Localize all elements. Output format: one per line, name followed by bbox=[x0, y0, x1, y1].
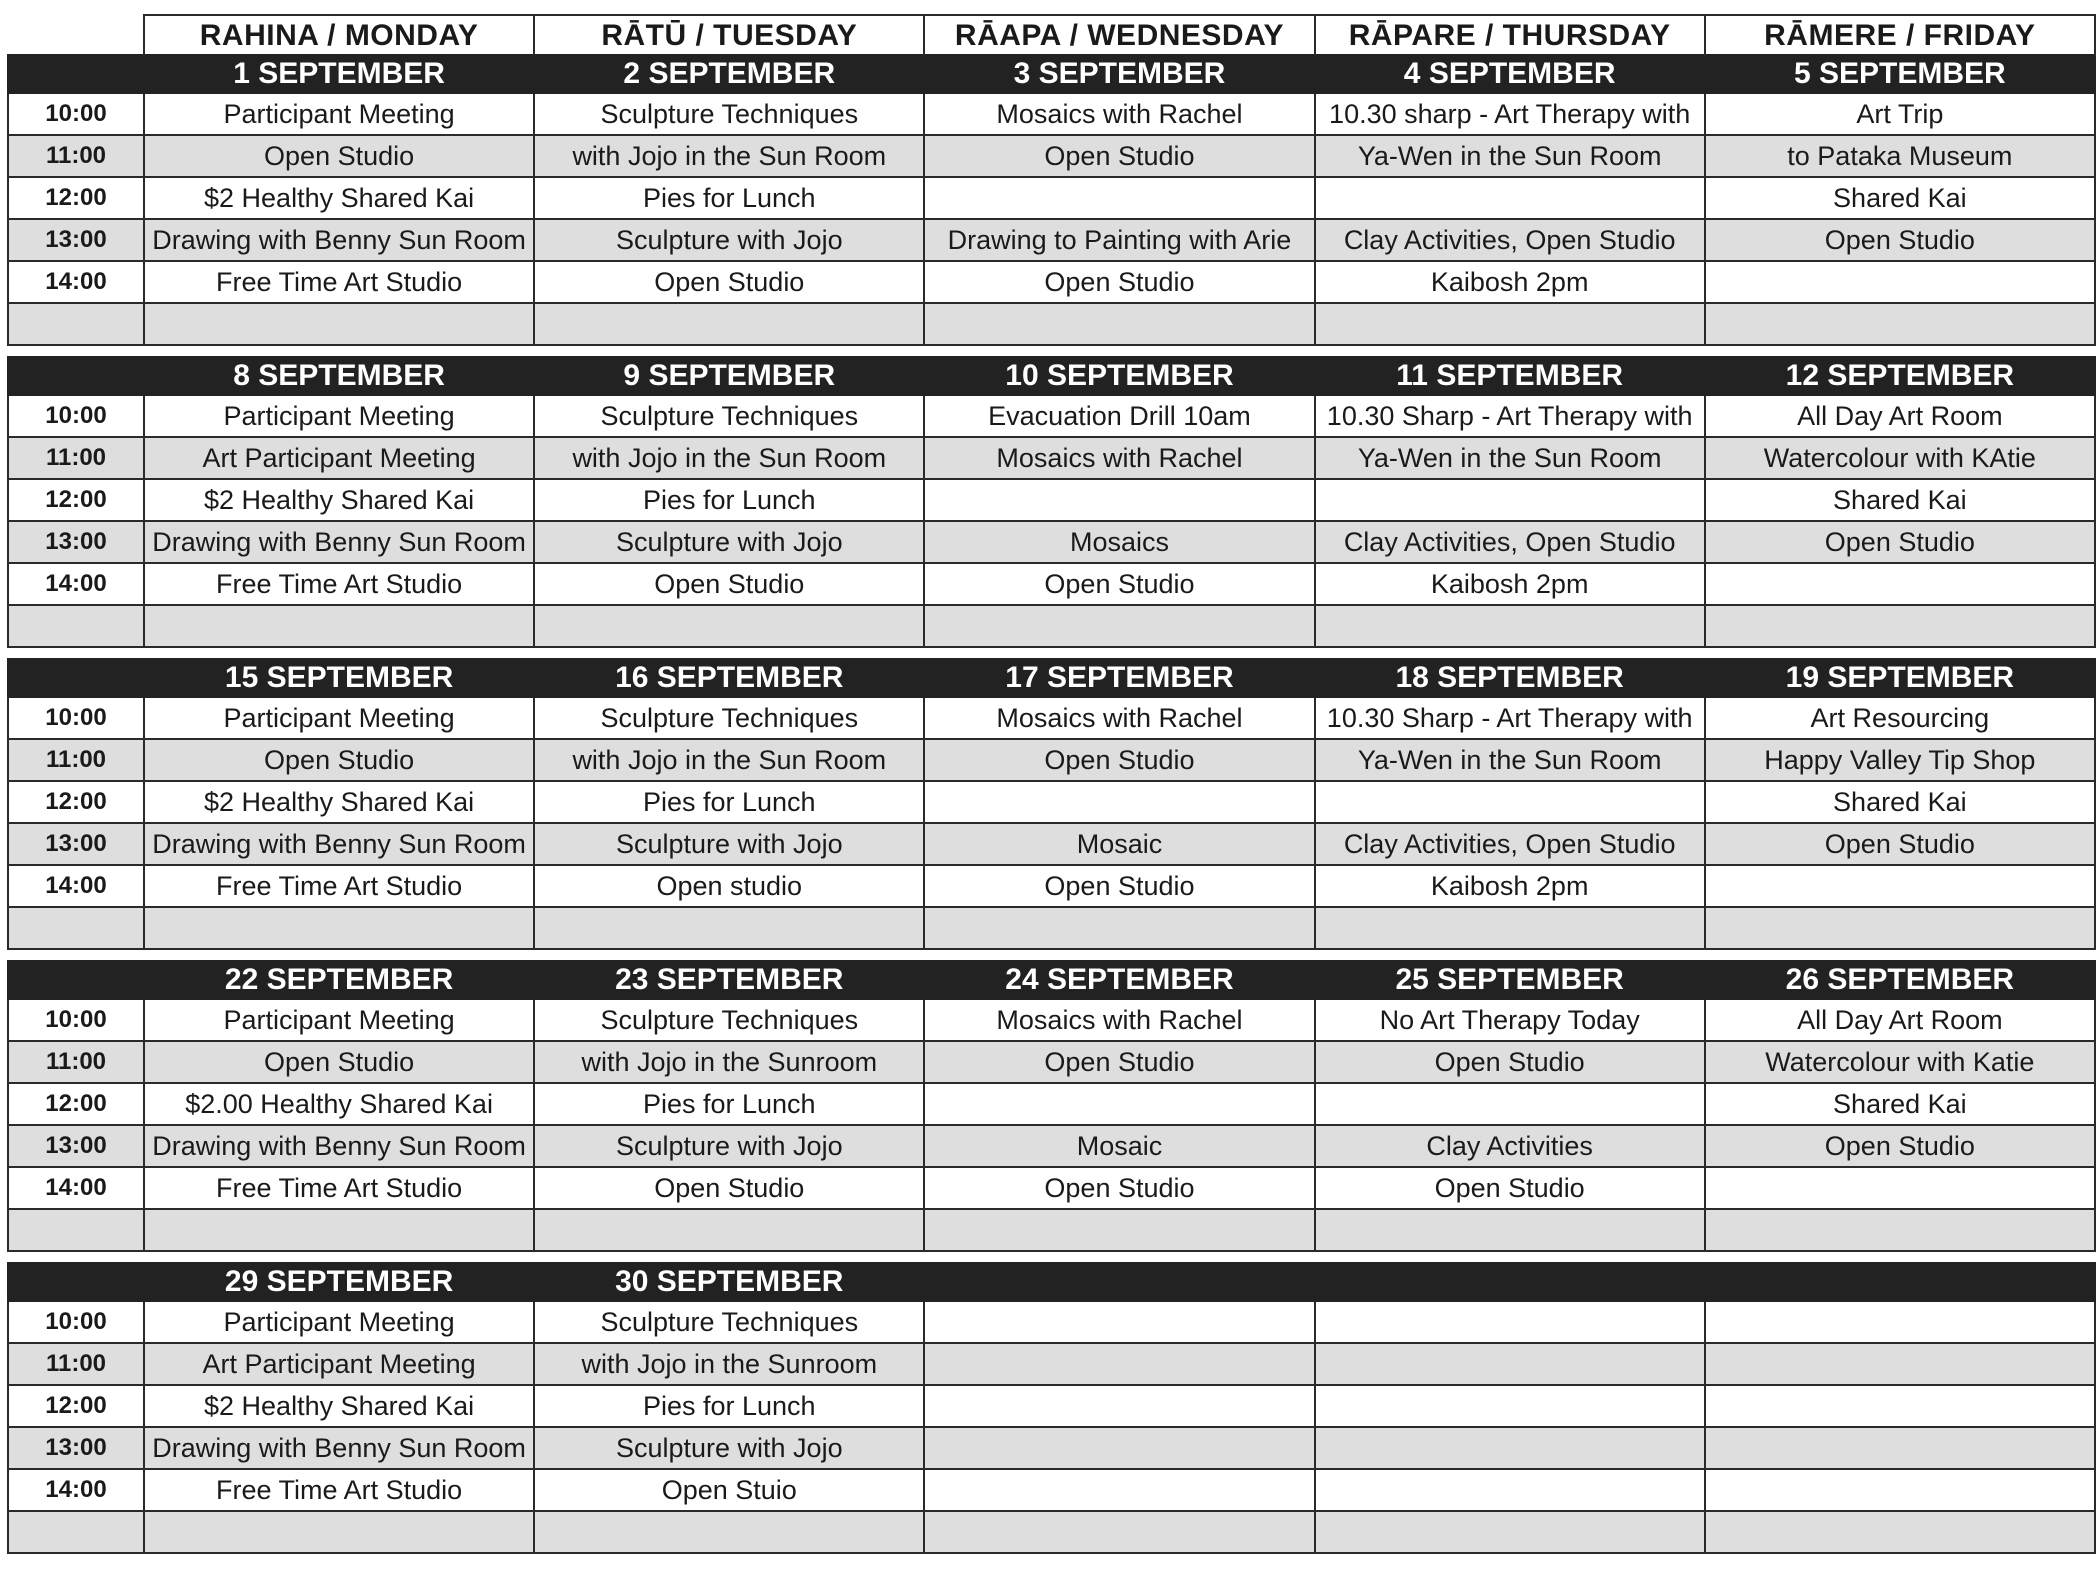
time-slot-row bbox=[8, 177, 2095, 219]
activity-cell: No Art Therapy Today bbox=[1315, 999, 1705, 1041]
activity-cell bbox=[1705, 865, 2095, 907]
activity-cell: with Jojo in the Sun Room bbox=[534, 739, 924, 781]
activity-cell: Open Studio bbox=[534, 1167, 924, 1209]
blank-cell bbox=[144, 605, 534, 647]
activity-cell: Participant Meeting bbox=[144, 93, 534, 135]
week-date-row bbox=[8, 357, 2095, 395]
activity-cell bbox=[924, 177, 1314, 219]
activity-cell: Shared Kai bbox=[1705, 781, 2095, 823]
time-slot-row bbox=[8, 1343, 2095, 1385]
time-slot-row bbox=[8, 697, 2095, 739]
blank-cell bbox=[924, 907, 1314, 949]
week-date-row bbox=[8, 659, 2095, 697]
activity-cell bbox=[924, 479, 1314, 521]
activity-cell: Participant Meeting bbox=[144, 697, 534, 739]
activity-cell bbox=[1705, 1343, 2095, 1385]
date-row-corner bbox=[8, 357, 144, 395]
activity-cell: Participant Meeting bbox=[144, 999, 534, 1041]
blank-row bbox=[8, 303, 2095, 345]
timetable-body bbox=[8, 55, 2095, 1553]
activity-cell: Free Time Art Studio bbox=[144, 1167, 534, 1209]
activity-cell: Open Studio bbox=[1315, 1041, 1705, 1083]
activity-cell bbox=[1315, 1083, 1705, 1125]
activity-cell: Clay Activities, Open Studio bbox=[1315, 219, 1705, 261]
activity-cell: Pies for Lunch bbox=[534, 781, 924, 823]
activity-cell: to Pataka Museum bbox=[1705, 135, 2095, 177]
time-slot-row bbox=[8, 135, 2095, 177]
time-slot-row bbox=[8, 739, 2095, 781]
activity-cell: Open Studio bbox=[924, 1167, 1314, 1209]
activity-cell: Happy Valley Tip Shop bbox=[1705, 739, 2095, 781]
time-slot-row bbox=[8, 521, 2095, 563]
timetable bbox=[7, 14, 2096, 1554]
activity-cell bbox=[924, 781, 1314, 823]
time-slot-row bbox=[8, 395, 2095, 437]
activity-cell: Ya-Wen in the Sun Room bbox=[1315, 437, 1705, 479]
date-heading: 17 SEPTEMBER bbox=[924, 659, 1314, 697]
activity-cell: Art Participant Meeting bbox=[144, 437, 534, 479]
activity-cell: Open Studio bbox=[924, 261, 1314, 303]
time-label: 10:00 bbox=[8, 697, 144, 739]
activity-cell bbox=[1315, 781, 1705, 823]
activity-cell: with Jojo in the Sunroom bbox=[534, 1041, 924, 1083]
activity-cell: Art Resourcing bbox=[1705, 697, 2095, 739]
activity-cell: Open Studio bbox=[924, 563, 1314, 605]
activity-cell: Free Time Art Studio bbox=[144, 563, 534, 605]
week-date-row bbox=[8, 961, 2095, 999]
activity-cell bbox=[1315, 1343, 1705, 1385]
blank-cell bbox=[1315, 1209, 1705, 1251]
activity-cell: Evacuation Drill 10am bbox=[924, 395, 1314, 437]
time-label: 14:00 bbox=[8, 261, 144, 303]
activity-cell bbox=[1705, 1301, 2095, 1343]
activity-cell: Ya-Wen in the Sun Room bbox=[1315, 135, 1705, 177]
date-heading: 3 SEPTEMBER bbox=[924, 55, 1314, 93]
activity-cell: Drawing with Benny Sun Room bbox=[144, 1427, 534, 1469]
week-date-row bbox=[8, 1263, 2095, 1301]
time-slot-row bbox=[8, 823, 2095, 865]
time-label: 14:00 bbox=[8, 563, 144, 605]
date-heading: 10 SEPTEMBER bbox=[924, 357, 1314, 395]
activity-cell: Open Studio bbox=[924, 739, 1314, 781]
time-label: 13:00 bbox=[8, 1427, 144, 1469]
activity-cell: with Jojo in the Sun Room bbox=[534, 135, 924, 177]
time-slot-row bbox=[8, 93, 2095, 135]
time-label: 12:00 bbox=[8, 177, 144, 219]
activity-cell: Pies for Lunch bbox=[534, 1083, 924, 1125]
date-heading: 11 SEPTEMBER bbox=[1315, 357, 1705, 395]
date-heading: 26 SEPTEMBER bbox=[1705, 961, 2095, 999]
blank-cell bbox=[144, 907, 534, 949]
week-gap bbox=[8, 345, 2095, 357]
activity-cell: Drawing with Benny Sun Room bbox=[144, 521, 534, 563]
activity-cell: Mosaics with Rachel bbox=[924, 437, 1314, 479]
blank-cell bbox=[1705, 907, 2095, 949]
time-label: 14:00 bbox=[8, 865, 144, 907]
date-heading bbox=[924, 1263, 1314, 1301]
blank-cell bbox=[534, 907, 924, 949]
weekday-heading-thursday: RĀPARE / THURSDAY bbox=[1315, 15, 1705, 55]
time-slot-row bbox=[8, 261, 2095, 303]
blank-cell bbox=[924, 1511, 1314, 1553]
activity-cell: Clay Activities, Open Studio bbox=[1315, 521, 1705, 563]
blank-cell bbox=[8, 1209, 144, 1251]
time-label: 10:00 bbox=[8, 1301, 144, 1343]
date-row-corner bbox=[8, 961, 144, 999]
activity-cell: Open Studio bbox=[144, 1041, 534, 1083]
activity-cell: Clay Activities, Open Studio bbox=[1315, 823, 1705, 865]
blank-cell bbox=[1315, 1511, 1705, 1553]
date-heading: 25 SEPTEMBER bbox=[1315, 961, 1705, 999]
activity-cell: All Day Art Room bbox=[1705, 999, 2095, 1041]
blank-cell bbox=[1315, 303, 1705, 345]
date-heading: 18 SEPTEMBER bbox=[1315, 659, 1705, 697]
time-slot-row bbox=[8, 1427, 2095, 1469]
activity-cell: Free Time Art Studio bbox=[144, 261, 534, 303]
activity-cell: Open Studio bbox=[144, 135, 534, 177]
activity-cell: with Jojo in the Sunroom bbox=[534, 1343, 924, 1385]
blank-cell bbox=[534, 605, 924, 647]
date-heading: 30 SEPTEMBER bbox=[534, 1263, 924, 1301]
date-row-corner bbox=[8, 659, 144, 697]
date-row-corner bbox=[8, 55, 144, 93]
blank-cell bbox=[144, 1209, 534, 1251]
time-label: 14:00 bbox=[8, 1167, 144, 1209]
blank-cell bbox=[144, 303, 534, 345]
week-gap bbox=[8, 1251, 2095, 1263]
activity-cell: Shared Kai bbox=[1705, 479, 2095, 521]
date-heading: 8 SEPTEMBER bbox=[144, 357, 534, 395]
weekday-heading-wednesday: RĀAPA / WEDNESDAY bbox=[924, 15, 1314, 55]
activity-cell: Open Studio bbox=[1705, 219, 2095, 261]
activity-cell: Mosaics with Rachel bbox=[924, 697, 1314, 739]
activity-cell: Participant Meeting bbox=[144, 1301, 534, 1343]
activity-cell: Sculpture Techniques bbox=[534, 93, 924, 135]
activity-cell bbox=[1315, 1301, 1705, 1343]
activity-cell: Pies for Lunch bbox=[534, 1385, 924, 1427]
activity-cell: Sculpture Techniques bbox=[534, 1301, 924, 1343]
activity-cell: Drawing to Painting with Arie bbox=[924, 219, 1314, 261]
activity-cell bbox=[1315, 177, 1705, 219]
date-heading: 5 SEPTEMBER bbox=[1705, 55, 2095, 93]
activity-cell: 10.30 Sharp - Art Therapy with bbox=[1315, 395, 1705, 437]
activity-cell: Drawing with Benny Sun Room bbox=[144, 823, 534, 865]
activity-cell: Open Studio bbox=[924, 865, 1314, 907]
activity-cell: Shared Kai bbox=[1705, 177, 2095, 219]
activity-cell: Open Stuio bbox=[534, 1469, 924, 1511]
activity-cell: Mosaic bbox=[924, 1125, 1314, 1167]
activity-cell: Open Studio bbox=[534, 261, 924, 303]
weekday-heading-tuesday: RĀTŪ / TUESDAY bbox=[534, 15, 924, 55]
activity-cell bbox=[1315, 1469, 1705, 1511]
date-heading: 9 SEPTEMBER bbox=[534, 357, 924, 395]
time-label: 14:00 bbox=[8, 1469, 144, 1511]
timetable-wrap bbox=[7, 14, 2094, 1554]
blank-cell bbox=[1705, 303, 2095, 345]
activity-cell bbox=[1705, 563, 2095, 605]
activity-cell: Art Trip bbox=[1705, 93, 2095, 135]
date-heading bbox=[1705, 1263, 2095, 1301]
blank-cell bbox=[1705, 1511, 2095, 1553]
activity-cell bbox=[1315, 479, 1705, 521]
time-label: 11:00 bbox=[8, 1041, 144, 1083]
activity-cell: Open Studio bbox=[1705, 823, 2095, 865]
time-slot-row bbox=[8, 781, 2095, 823]
activity-cell bbox=[924, 1343, 1314, 1385]
time-label: 10:00 bbox=[8, 999, 144, 1041]
activity-cell: $2 Healthy Shared Kai bbox=[144, 781, 534, 823]
activity-cell: Open Studio bbox=[534, 563, 924, 605]
blank-cell bbox=[1315, 605, 1705, 647]
activity-cell: Open Studio bbox=[144, 739, 534, 781]
activity-cell: Open Studio bbox=[1315, 1167, 1705, 1209]
time-label: 12:00 bbox=[8, 1385, 144, 1427]
activity-cell bbox=[1315, 1385, 1705, 1427]
blank-cell bbox=[534, 1209, 924, 1251]
time-slot-row bbox=[8, 1385, 2095, 1427]
time-slot-row bbox=[8, 999, 2095, 1041]
date-row-corner bbox=[8, 1263, 144, 1301]
activity-cell: Art Participant Meeting bbox=[144, 1343, 534, 1385]
blank-row bbox=[8, 1511, 2095, 1553]
blank-cell bbox=[1705, 1209, 2095, 1251]
activity-cell: $2 Healthy Shared Kai bbox=[144, 177, 534, 219]
week-gap-cell bbox=[8, 647, 2095, 659]
activity-cell bbox=[924, 1427, 1314, 1469]
time-slot-row bbox=[8, 1125, 2095, 1167]
time-label: 11:00 bbox=[8, 1343, 144, 1385]
time-slot-row bbox=[8, 1083, 2095, 1125]
activity-cell: Mosaic bbox=[924, 823, 1314, 865]
activity-cell: Open Studio bbox=[924, 1041, 1314, 1083]
activity-cell: Drawing with Benny Sun Room bbox=[144, 1125, 534, 1167]
activity-cell: Kaibosh 2pm bbox=[1315, 261, 1705, 303]
weekday-heading-monday: RAHINA / MONDAY bbox=[144, 15, 534, 55]
activity-cell: Sculpture with Jojo bbox=[534, 219, 924, 261]
blank-row bbox=[8, 1209, 2095, 1251]
activity-cell: $2 Healthy Shared Kai bbox=[144, 479, 534, 521]
date-heading: 19 SEPTEMBER bbox=[1705, 659, 2095, 697]
week-gap-cell bbox=[8, 345, 2095, 357]
date-heading: 15 SEPTEMBER bbox=[144, 659, 534, 697]
blank-cell bbox=[534, 1511, 924, 1553]
date-heading: 4 SEPTEMBER bbox=[1315, 55, 1705, 93]
activity-cell: Mosaics with Rachel bbox=[924, 93, 1314, 135]
week-gap bbox=[8, 949, 2095, 961]
time-slot-row bbox=[8, 1301, 2095, 1343]
activity-cell: Pies for Lunch bbox=[534, 479, 924, 521]
time-label: 11:00 bbox=[8, 437, 144, 479]
blank-cell bbox=[1705, 605, 2095, 647]
blank-cell bbox=[8, 605, 144, 647]
activity-cell: with Jojo in the Sun Room bbox=[534, 437, 924, 479]
time-slot-row bbox=[8, 1469, 2095, 1511]
date-heading: 29 SEPTEMBER bbox=[144, 1263, 534, 1301]
activity-cell: Free Time Art Studio bbox=[144, 865, 534, 907]
activity-cell: Watercolour with Katie bbox=[1705, 1041, 2095, 1083]
activity-cell: Ya-Wen in the Sun Room bbox=[1315, 739, 1705, 781]
week-gap bbox=[8, 647, 2095, 659]
activity-cell: $2.00 Healthy Shared Kai bbox=[144, 1083, 534, 1125]
activity-cell: Mosaics bbox=[924, 521, 1314, 563]
activity-cell: Open Studio bbox=[1705, 1125, 2095, 1167]
activity-cell: Participant Meeting bbox=[144, 395, 534, 437]
activity-cell: All Day Art Room bbox=[1705, 395, 2095, 437]
blank-cell bbox=[144, 1511, 534, 1553]
time-label: 10:00 bbox=[8, 93, 144, 135]
week-gap-cell bbox=[8, 949, 2095, 961]
activity-cell: Sculpture Techniques bbox=[534, 999, 924, 1041]
header-corner bbox=[8, 15, 144, 55]
week-gap-cell bbox=[8, 1251, 2095, 1263]
time-label: 10:00 bbox=[8, 395, 144, 437]
weekday-heading-friday: RĀMERE / FRIDAY bbox=[1705, 15, 2095, 55]
date-heading: 22 SEPTEMBER bbox=[144, 961, 534, 999]
activity-cell: Kaibosh 2pm bbox=[1315, 563, 1705, 605]
activity-cell bbox=[924, 1083, 1314, 1125]
activity-cell: Sculpture with Jojo bbox=[534, 1125, 924, 1167]
blank-cell bbox=[8, 303, 144, 345]
time-label: 13:00 bbox=[8, 1125, 144, 1167]
activity-cell bbox=[924, 1385, 1314, 1427]
activity-cell: Clay Activities bbox=[1315, 1125, 1705, 1167]
blank-cell bbox=[924, 605, 1314, 647]
date-heading: 23 SEPTEMBER bbox=[534, 961, 924, 999]
blank-cell bbox=[1315, 907, 1705, 949]
blank-row bbox=[8, 907, 2095, 949]
activity-cell: Open Studio bbox=[1705, 521, 2095, 563]
time-label: 12:00 bbox=[8, 781, 144, 823]
date-heading: 1 SEPTEMBER bbox=[144, 55, 534, 93]
activity-cell bbox=[1705, 1427, 2095, 1469]
week-date-row bbox=[8, 55, 2095, 93]
time-slot-row bbox=[8, 479, 2095, 521]
activity-cell: Open Studio bbox=[924, 135, 1314, 177]
activity-cell: Sculpture with Jojo bbox=[534, 521, 924, 563]
blank-cell bbox=[924, 1209, 1314, 1251]
activity-cell: Free Time Art Studio bbox=[144, 1469, 534, 1511]
activity-cell bbox=[1705, 1385, 2095, 1427]
activity-cell: Watercolour with KAtie bbox=[1705, 437, 2095, 479]
time-label: 12:00 bbox=[8, 479, 144, 521]
activity-cell: $2 Healthy Shared Kai bbox=[144, 1385, 534, 1427]
time-label: 11:00 bbox=[8, 739, 144, 781]
blank-row bbox=[8, 605, 2095, 647]
blank-cell bbox=[8, 907, 144, 949]
time-slot-row bbox=[8, 219, 2095, 261]
activity-cell: 10.30 Sharp - Art Therapy with bbox=[1315, 697, 1705, 739]
time-slot-row bbox=[8, 437, 2095, 479]
activity-cell: Kaibosh 2pm bbox=[1315, 865, 1705, 907]
activity-cell bbox=[1315, 1427, 1705, 1469]
activity-cell: Sculpture Techniques bbox=[534, 395, 924, 437]
activity-cell: Sculpture with Jojo bbox=[534, 1427, 924, 1469]
activity-cell: Mosaics with Rachel bbox=[924, 999, 1314, 1041]
time-label: 13:00 bbox=[8, 219, 144, 261]
activity-cell: 10.30 sharp - Art Therapy with bbox=[1315, 93, 1705, 135]
time-label: 11:00 bbox=[8, 135, 144, 177]
date-heading: 16 SEPTEMBER bbox=[534, 659, 924, 697]
time-slot-row bbox=[8, 865, 2095, 907]
time-slot-row bbox=[8, 1041, 2095, 1083]
time-label: 12:00 bbox=[8, 1083, 144, 1125]
activity-cell: Pies for Lunch bbox=[534, 177, 924, 219]
activity-cell: Shared Kai bbox=[1705, 1083, 2095, 1125]
time-slot-row bbox=[8, 563, 2095, 605]
activity-cell: Sculpture Techniques bbox=[534, 697, 924, 739]
activity-cell: Sculpture with Jojo bbox=[534, 823, 924, 865]
time-slot-row bbox=[8, 1167, 2095, 1209]
blank-cell bbox=[8, 1511, 144, 1553]
activity-cell bbox=[1705, 1469, 2095, 1511]
activity-cell bbox=[924, 1469, 1314, 1511]
blank-cell bbox=[924, 303, 1314, 345]
activity-cell: Open studio bbox=[534, 865, 924, 907]
date-heading: 24 SEPTEMBER bbox=[924, 961, 1314, 999]
activity-cell bbox=[1705, 1167, 2095, 1209]
date-heading: 2 SEPTEMBER bbox=[534, 55, 924, 93]
time-label: 13:00 bbox=[8, 823, 144, 865]
blank-cell bbox=[534, 303, 924, 345]
date-heading: 12 SEPTEMBER bbox=[1705, 357, 2095, 395]
time-label: 13:00 bbox=[8, 521, 144, 563]
activity-cell bbox=[924, 1301, 1314, 1343]
activity-cell bbox=[1705, 261, 2095, 303]
activity-cell: Drawing with Benny Sun Room bbox=[144, 219, 534, 261]
date-heading bbox=[1315, 1263, 1705, 1301]
weekday-header bbox=[8, 15, 2095, 55]
